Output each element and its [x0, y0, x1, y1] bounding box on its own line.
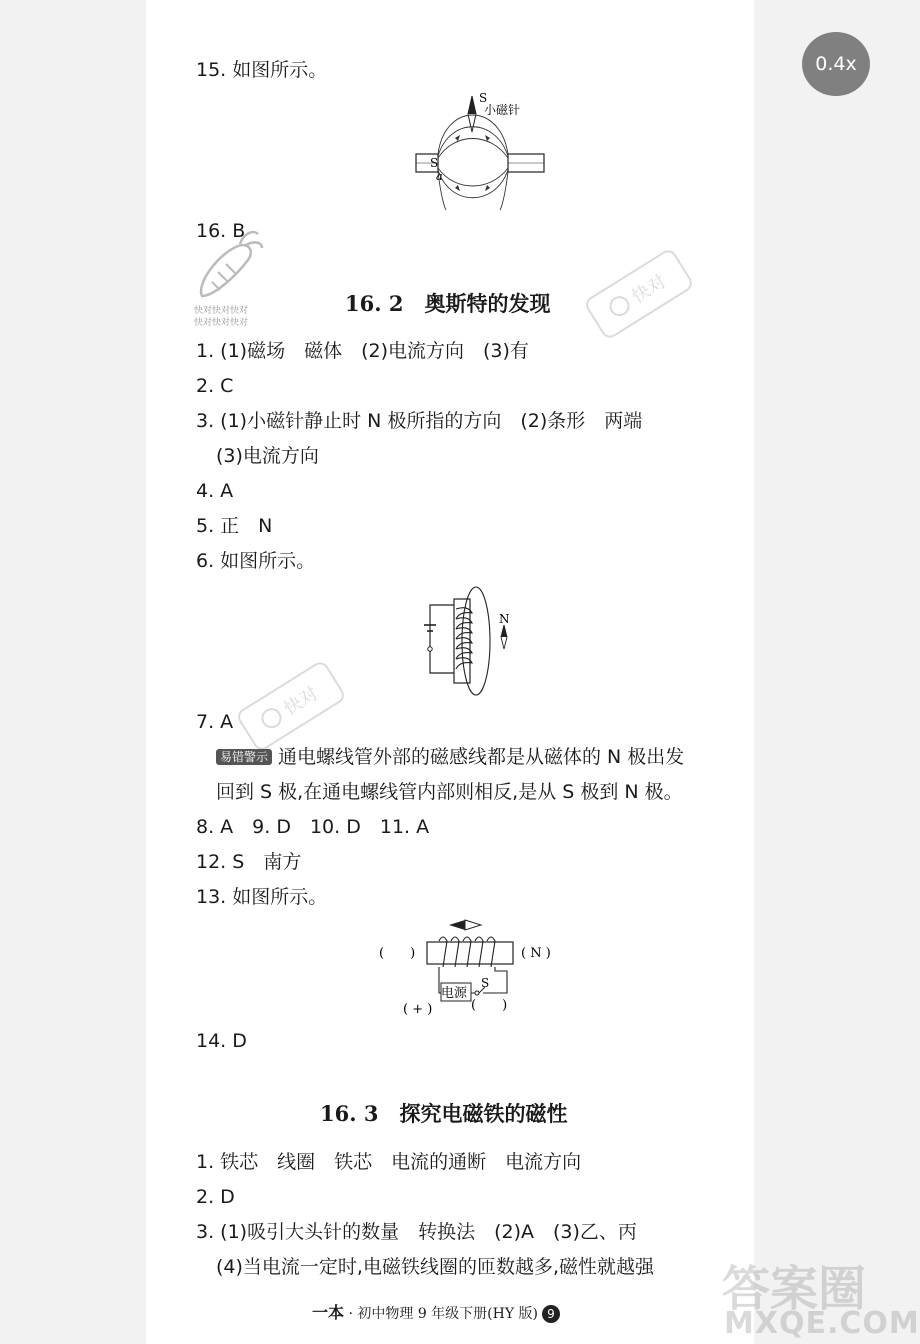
answer-3-2: 2. D: [196, 1186, 235, 1208]
fig6-n-label: N: [499, 612, 510, 626]
fig15-s-top-label: S: [479, 91, 488, 105]
figure-15-magnetic-field: [410, 92, 550, 210]
page-footer: [312, 1300, 560, 1323]
answer-2-13: 13. 如图所示。: [196, 886, 328, 908]
page-number: 9: [542, 1305, 560, 1323]
tip-line-2: 回到 S 极,在通电螺线管内部则相反,是从 S 极到 N 极。: [216, 781, 683, 803]
answer-2-1: 1. (1)磁场 磁体 (2)电流方向 (3)有: [196, 340, 529, 362]
fig13-s-label: S: [481, 976, 490, 990]
watermark-text-line-2: 快对快对快对: [194, 318, 249, 328]
fig13-source-label: 电源: [441, 986, 468, 1001]
figure-13-electromagnet: [375, 915, 575, 1020]
section-title-16-2: 16. 2 奥斯特的发现: [345, 291, 551, 316]
answer-2-7: 7. A: [196, 711, 234, 733]
answer-2-2: 2. C: [196, 375, 234, 397]
answer-3-1: 1. 铁芯 线圈 铁芯 电流的通断 电流方向: [196, 1151, 582, 1173]
answer-2-14: 14. D: [196, 1030, 247, 1052]
footer-text: · 初中物理 9 年级下册(HY 版): [344, 1306, 538, 1322]
figure-6-solenoid: [420, 585, 520, 697]
stamp-watermark-right: [578, 240, 700, 348]
fig13-left-paren: ( ): [379, 946, 416, 961]
fig13-right-paren: ( N ): [521, 946, 551, 961]
fig13-plus-paren: ( + ): [403, 1002, 433, 1017]
footer-brand: 一本: [312, 1303, 345, 1322]
tip-badge: 易错警示: [216, 749, 272, 765]
answer-3-3-line2: (4)当电流一定时,电磁铁线圈的匝数越多,磁性就越强: [216, 1256, 654, 1278]
answer-2-5: 5. 正 N: [196, 515, 273, 537]
fig15-a-label: a: [436, 170, 443, 183]
carrot-watermark-icon: [188, 224, 268, 304]
answer-16: 16. B: [196, 220, 246, 242]
fig13-empty-paren: ( ): [471, 998, 508, 1013]
answer-2-8-11: 8. A 9. D 10. D 11. A: [196, 816, 430, 838]
stamp-text-left: 快对: [280, 682, 322, 720]
fig15-needle-label: 小磁针: [484, 103, 521, 117]
answer-2-3-line1: 3. (1)小磁针静止时 N 极所指的方向 (2)条形 两端: [196, 410, 643, 432]
corner-watermark-bottom: MXQE.COM: [724, 1306, 920, 1341]
stamp-text-right: 快对: [628, 270, 670, 308]
tip-text-1: 通电螺线管外部的磁感线都是从磁体的 N 极出发: [278, 746, 685, 768]
answer-15: 15. 如图所示。: [196, 59, 328, 81]
tip-line-1: [216, 745, 684, 769]
fig15-s-left-label: S: [430, 156, 439, 170]
stamp-watermark-left: [230, 652, 352, 760]
answer-2-3-line2: (3)电流方向: [216, 445, 319, 467]
answer-2-6: 6. 如图所示。: [196, 550, 316, 572]
answer-2-12: 12. S 南方: [196, 851, 302, 873]
playback-speed-badge[interactable]: 0.4x: [802, 32, 870, 96]
answer-3-3-line1: 3. (1)吸引大头针的数量 转换法 (2)A (3)乙、丙: [196, 1221, 637, 1243]
corner-watermark-top: 答案圈: [722, 1261, 867, 1317]
section-title-16-3: 16. 3 探究电磁铁的磁性: [320, 1101, 568, 1126]
watermark-text-line-1: 快对快对快对: [194, 306, 249, 316]
answer-2-4: 4. A: [196, 480, 234, 502]
